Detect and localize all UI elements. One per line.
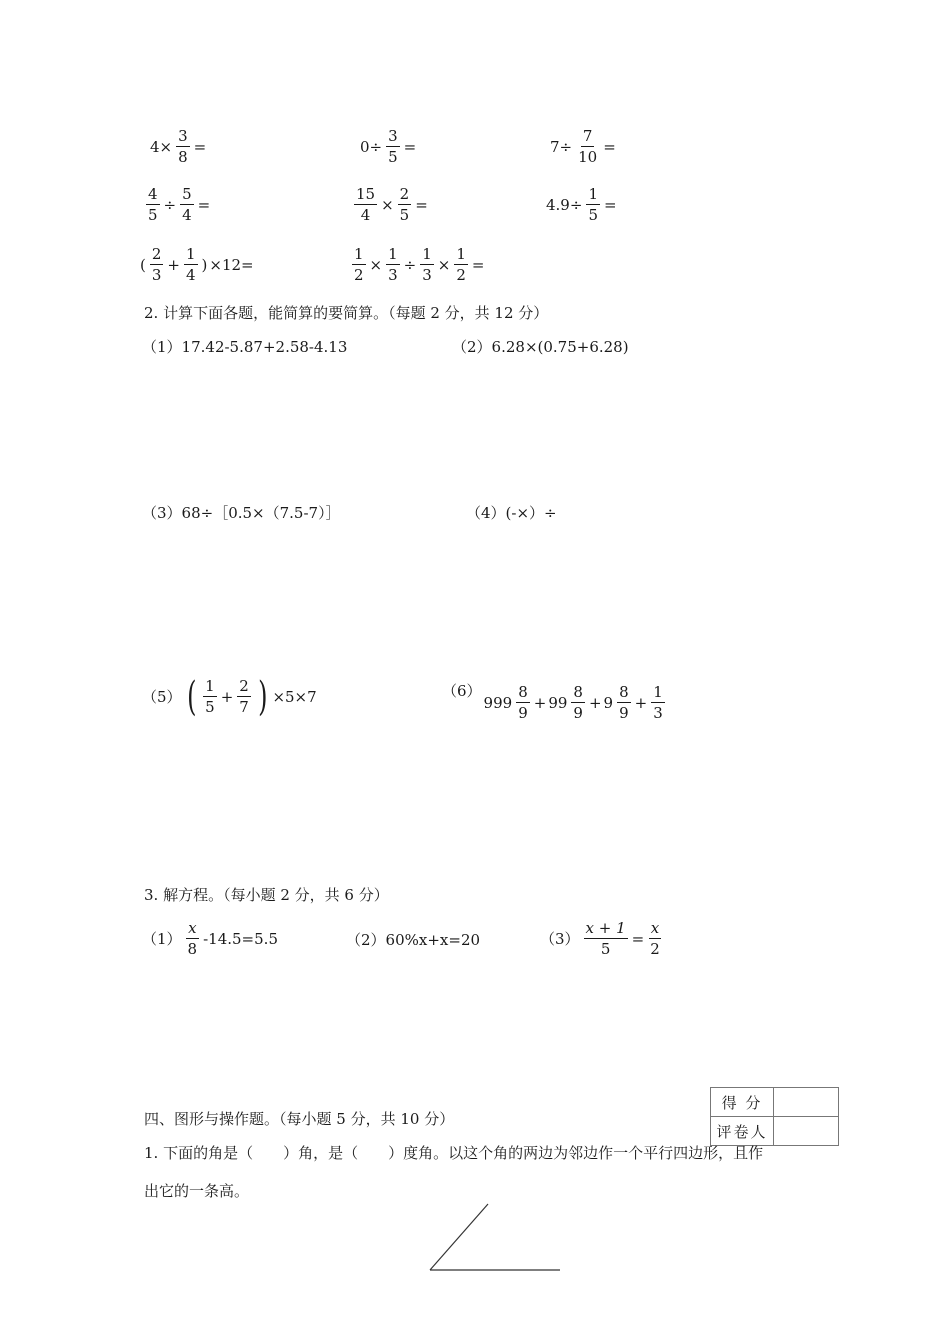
fraction: $\frac{1}{3}$: [388, 245, 398, 284]
q3-equation-3: [540, 918, 664, 959]
reviewer-label: 评卷人: [711, 1117, 774, 1146]
problem-label: （3）: [540, 930, 580, 948]
equals: =: [603, 137, 616, 156]
whole-part: 999: [483, 693, 513, 712]
fraction: $\frac{8}{9}$: [619, 683, 629, 722]
q3-equation-2: （2）60%x+x=20: [346, 931, 481, 949]
expr-suffix: ×12=: [209, 255, 254, 274]
expr-prefix: 4×: [150, 137, 173, 156]
left-paren: (: [186, 673, 197, 720]
calc-half-chain: [350, 244, 485, 285]
expr-suffix: -14.5=5.5: [203, 929, 278, 948]
mixed-number-sum: [484, 682, 667, 723]
operator: +: [634, 693, 648, 712]
equals: =: [603, 195, 617, 214]
part4-q1-line2: 出它的一条高。: [144, 1182, 250, 1200]
right-paren: ): [257, 673, 268, 720]
part4-q1-line1: 1. 下面的角是（ ）角，是（ ）度角。以这个角的两边为邻边作一个平行四边形，且作: [144, 1144, 764, 1162]
q2-problem-5: [142, 673, 317, 720]
fraction: $\frac{2}{3}$: [151, 245, 162, 284]
calc-4x3over8: [150, 126, 206, 167]
fraction: $\frac{1}{2}$: [354, 245, 364, 284]
q2-problem-6: [442, 680, 667, 723]
equals: =: [197, 195, 211, 214]
q2-problem-3: （3）68÷［0.5×（7.5-7）］: [142, 504, 341, 522]
operator: ×: [381, 195, 394, 214]
operator: +: [588, 693, 602, 712]
angle-slanted-side: [430, 1204, 488, 1270]
fraction: $\frac{8}{9}$: [518, 683, 528, 722]
fraction: $\frac{x}{8}$: [187, 919, 198, 958]
equals: =: [471, 255, 485, 274]
part4-heading: 四、图形与操作题。（每小题 5 分，共 10 分）: [144, 1110, 455, 1128]
expr-suffix: ×5×7: [272, 687, 317, 706]
q2-heading: 2. 计算下面各题，能简算的要简算。（每题 2 分，共 12 分）: [144, 304, 549, 322]
calc-0div3over5: [360, 126, 416, 167]
operator: +: [167, 255, 180, 274]
equals: =: [403, 137, 417, 156]
fraction: $\frac{2}{5}$: [399, 185, 410, 224]
right-paren: ): [201, 255, 208, 274]
operator: ×: [369, 255, 383, 274]
operator: +: [220, 687, 234, 706]
fraction: $\frac{4}{5}$: [148, 185, 158, 224]
fraction: $\frac{1}{4}$: [185, 245, 196, 284]
calc-paren-sum-x12: [140, 244, 254, 285]
q3-equation-1: [142, 918, 278, 959]
operator: ×: [437, 255, 451, 274]
operator: ÷: [403, 255, 417, 274]
fraction: $\frac{5}{4}$: [182, 185, 192, 224]
fraction: $\frac{3}{8}$: [178, 127, 188, 166]
problem-label: （5）: [142, 688, 182, 706]
calc-7div7over10: [550, 126, 616, 167]
score-label: 得 分: [711, 1088, 774, 1117]
reviewer-cell[interactable]: [774, 1117, 839, 1146]
calc-4.9div1over5: [546, 184, 617, 225]
angle-figure: [420, 1196, 570, 1276]
fraction: $\frac{1}{2}$: [456, 245, 466, 284]
fraction: $\frac{7}{10}$: [578, 127, 598, 166]
fraction: $\frac{1}{3}$: [653, 683, 663, 722]
equals: =: [631, 929, 645, 948]
calc-15over4-x-2over5: [352, 184, 428, 225]
fraction: $\frac{1}{5}$: [588, 185, 598, 224]
fraction: $\frac{1}{5}$: [205, 677, 215, 716]
q2-problem-1: （1）17.42-5.87+2.58-4.13: [142, 338, 348, 356]
equals: =: [415, 195, 428, 214]
fraction: $\frac{3}{5}$: [388, 127, 398, 166]
expr-prefix: 7÷: [550, 137, 573, 156]
q3-heading: 3. 解方程。（每小题 2 分，共 6 分）: [144, 886, 389, 904]
q2-problem-4: （4）(-×）÷: [466, 504, 557, 522]
operator: +: [533, 693, 547, 712]
whole-part: 99: [548, 693, 568, 712]
fraction: $\frac{2}{7}$: [239, 677, 249, 716]
score-cell[interactable]: [774, 1088, 839, 1117]
fraction: $\frac{x}{2}$: [650, 919, 660, 958]
left-paren: (: [140, 255, 146, 274]
score-table: [710, 1087, 839, 1146]
fraction: $\frac{1}{3}$: [422, 245, 432, 284]
fraction: $\frac{8}{9}$: [573, 683, 583, 722]
calc-4over5-div-5over4: [144, 184, 210, 225]
problem-label: （1）: [142, 930, 182, 948]
operator: ÷: [163, 195, 177, 214]
whole-part: 9: [603, 693, 614, 712]
expr-prefix: 4.9÷: [546, 195, 583, 214]
expr-prefix: 0÷: [360, 137, 383, 156]
fraction: $\frac{x + 1}{5}$: [585, 919, 626, 958]
problem-label: （6）: [442, 682, 482, 700]
equals: =: [193, 137, 207, 156]
fraction: $\frac{15}{4}$: [356, 185, 376, 224]
q2-problem-2: （2）6.28×(0.75+6.28): [452, 338, 629, 356]
